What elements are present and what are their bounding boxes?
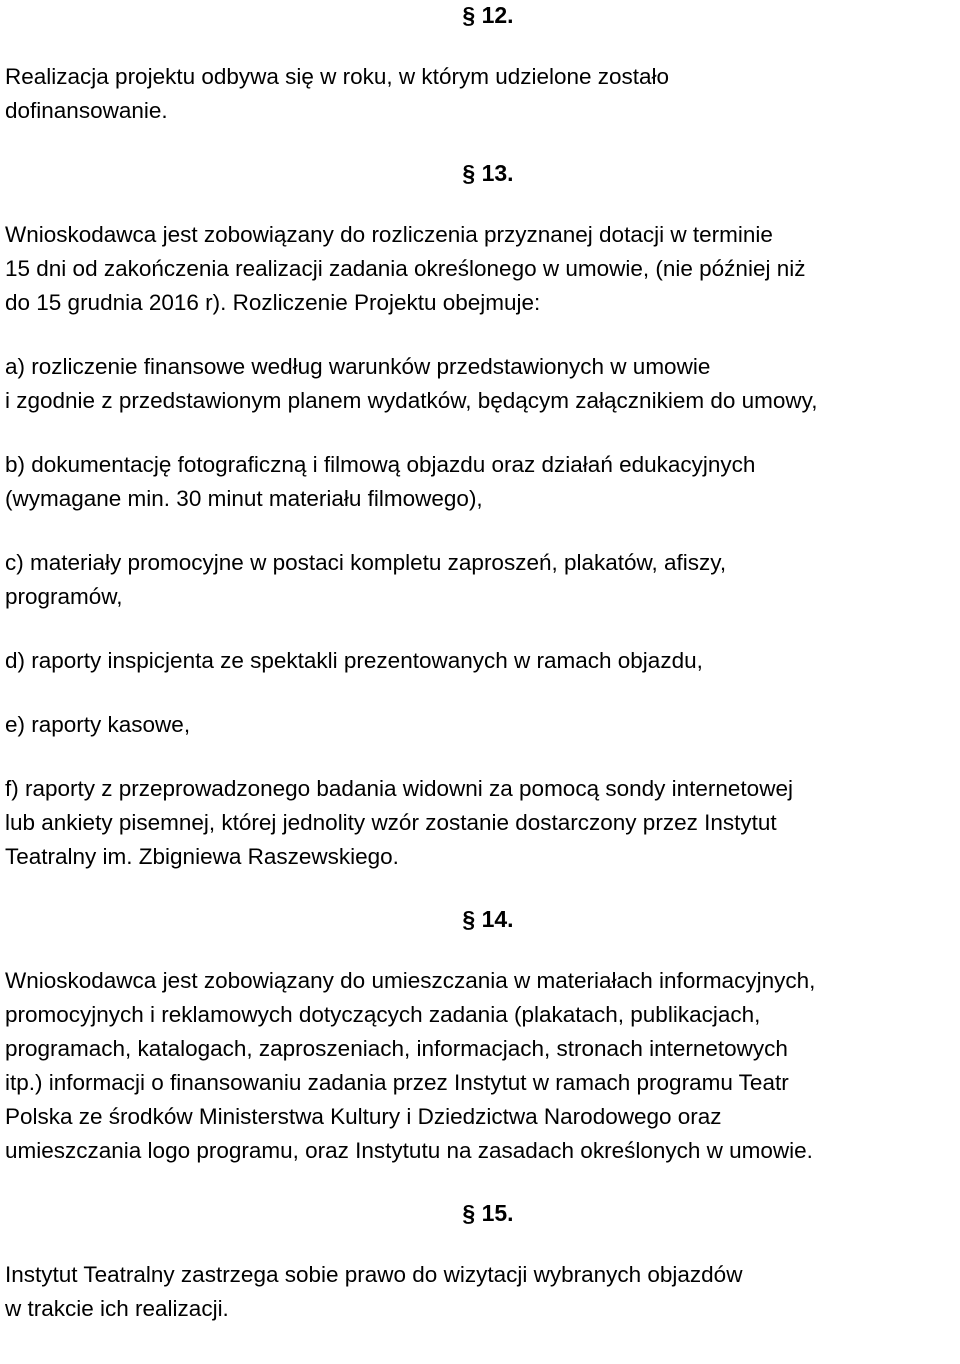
section-heading-14: § 14. — [462, 906, 514, 932]
list-item-13-a: a) rozliczenie finansowe według warunków przedstawionych w umowie i zgodnie z przedstawionym planem wydatków, będącym załącznikiem do umowy, — [5, 354, 818, 413]
paragraph-14-1: Wnioskodawca jest zobowiązany do umieszczania w materiałach informacyjnych, promocyjnych i reklamowych dotyczących zadania (plakatach, publikacjach, programach, katalogach, zaproszeniach, informacjach, stronach internetowych itp.) informacji o finansowaniu zadania przez Instytut w ramach programu Teatr Polska ze środków Ministerstwa Kultury i Dziedzictwa Narodowego oraz umieszczania logo programu, oraz Instytutu na zasadach określonych w umowie. — [5, 968, 816, 1163]
paragraph-15-1: Instytut Teatralny zastrzega sobie prawo do wizytacji wybranych objazdów w trakcie ich realizacji. — [5, 1262, 743, 1321]
list-item-13-d: d) raporty inspicjenta ze spektakli prezentowanych w ramach objazdu, — [5, 648, 703, 673]
list-item-13-f: f) raporty z przeprowadzonego badania widowni za pomocą sondy internetowej lub ankiety pisemnej, której jednolity wzór zostanie dostarczony przez Instytut Teatralny im. Zbigniewa Raszewskiego. — [5, 776, 793, 869]
section-heading-15: § 15. — [462, 1200, 514, 1226]
document-page — [5, 0, 955, 1326]
section-heading-12: § 12. — [462, 2, 514, 28]
list-item-13-b: b) dokumentację fotograficzną i filmową objazdu oraz działań edukacyjnych (wymagane min. 30 minut materiału filmowego), — [5, 452, 756, 511]
list-item-13-e: e) raporty kasowe, — [5, 712, 191, 737]
paragraph-12-1: Realizacja projektu odbywa się w roku, w którym udzielone zostało dofinansowanie. — [5, 64, 670, 123]
paragraph-13-intro: Wnioskodawca jest zobowiązany do rozliczenia przyznanej dotacji w terminie 15 dni od zakończenia realizacji zadania określonego w umowie, (nie później niż do 15 grudnia 2016 r). Rozliczenie Projektu obejmuje: — [5, 222, 806, 315]
section-heading-13: § 13. — [462, 160, 514, 186]
list-item-13-c: c) materiały promocyjne w postaci kompletu zaproszeń, plakatów, afiszy, programów, — [5, 550, 727, 609]
